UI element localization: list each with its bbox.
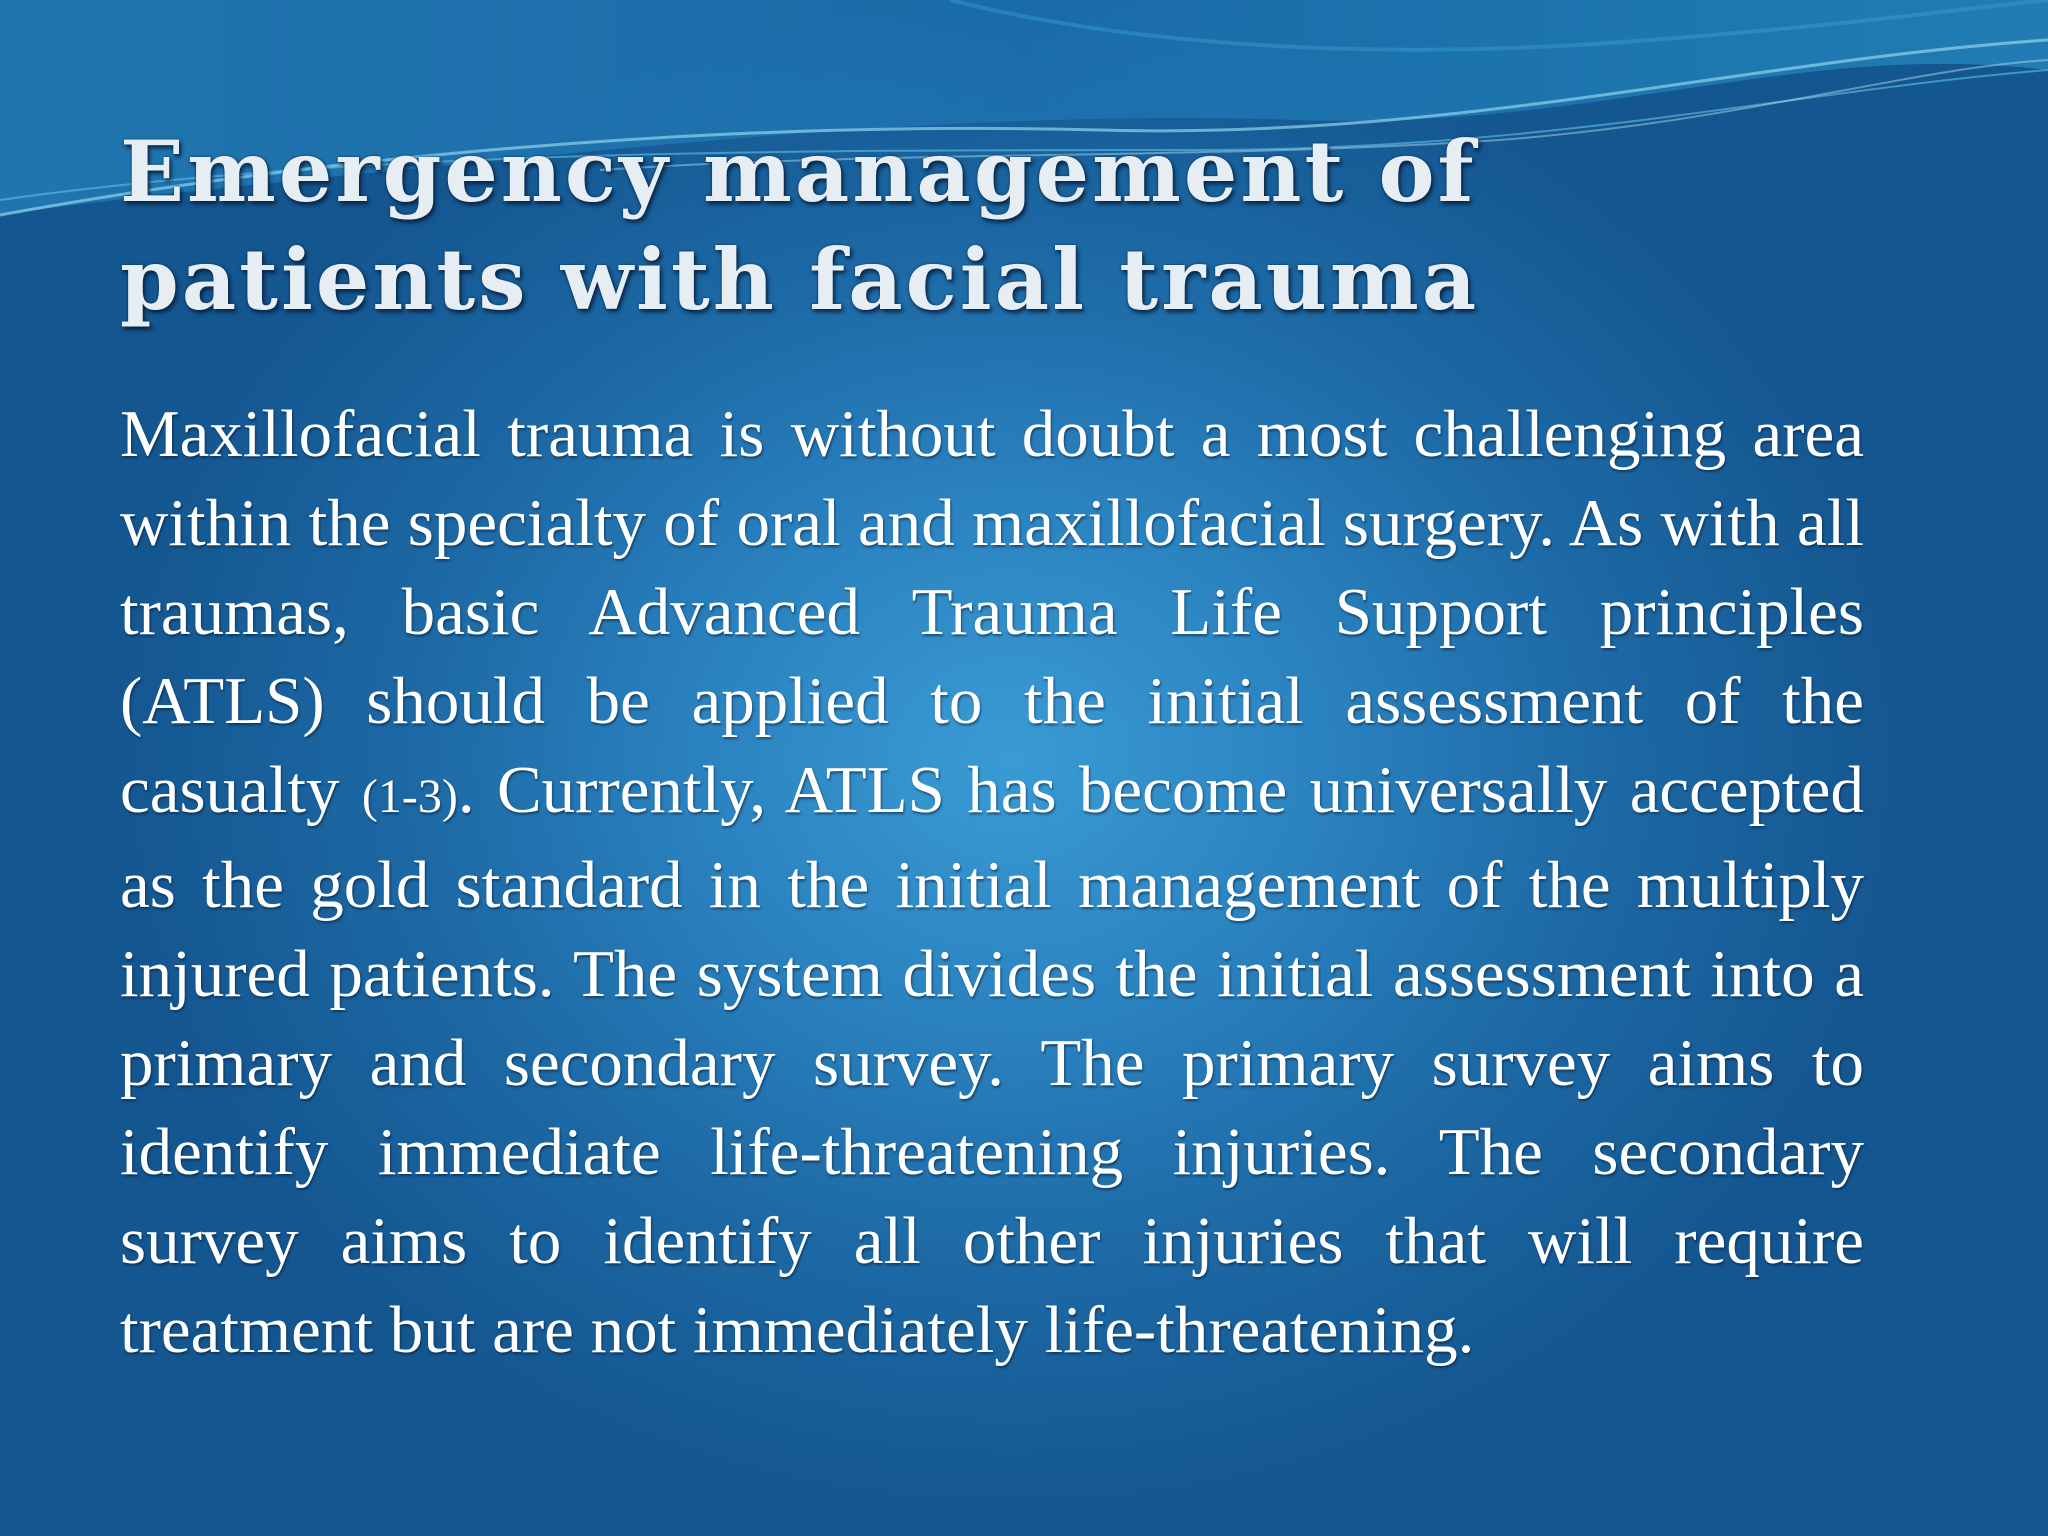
citation-reference: (1-3): [361, 770, 458, 823]
body-text-part-1: Maxillofacial trauma is without doubt a most challenging area within the specialty of oral and maxillofacial surgery. As with all traumas, basic Advanced Trauma Life Support principles (ATLS) should be applied to the initial assessment of the casualty: [120, 397, 1864, 827]
body-text-part-2: . Currently, ATLS has become universally accepted as the gold standard in the initial management of the multiply injured patients. The system divides the initial assessment into a primary and secondary survey. The primary survey aims to identify immediate life-threatening injuries. The secondary survey aims to identify all other injuries that will require treatment but are not immediately life-threatening.: [120, 753, 1864, 1367]
slide-body-paragraph: [120, 390, 1864, 1375]
slide-title: Emergency management of patients with facial trauma: [120, 122, 1480, 329]
